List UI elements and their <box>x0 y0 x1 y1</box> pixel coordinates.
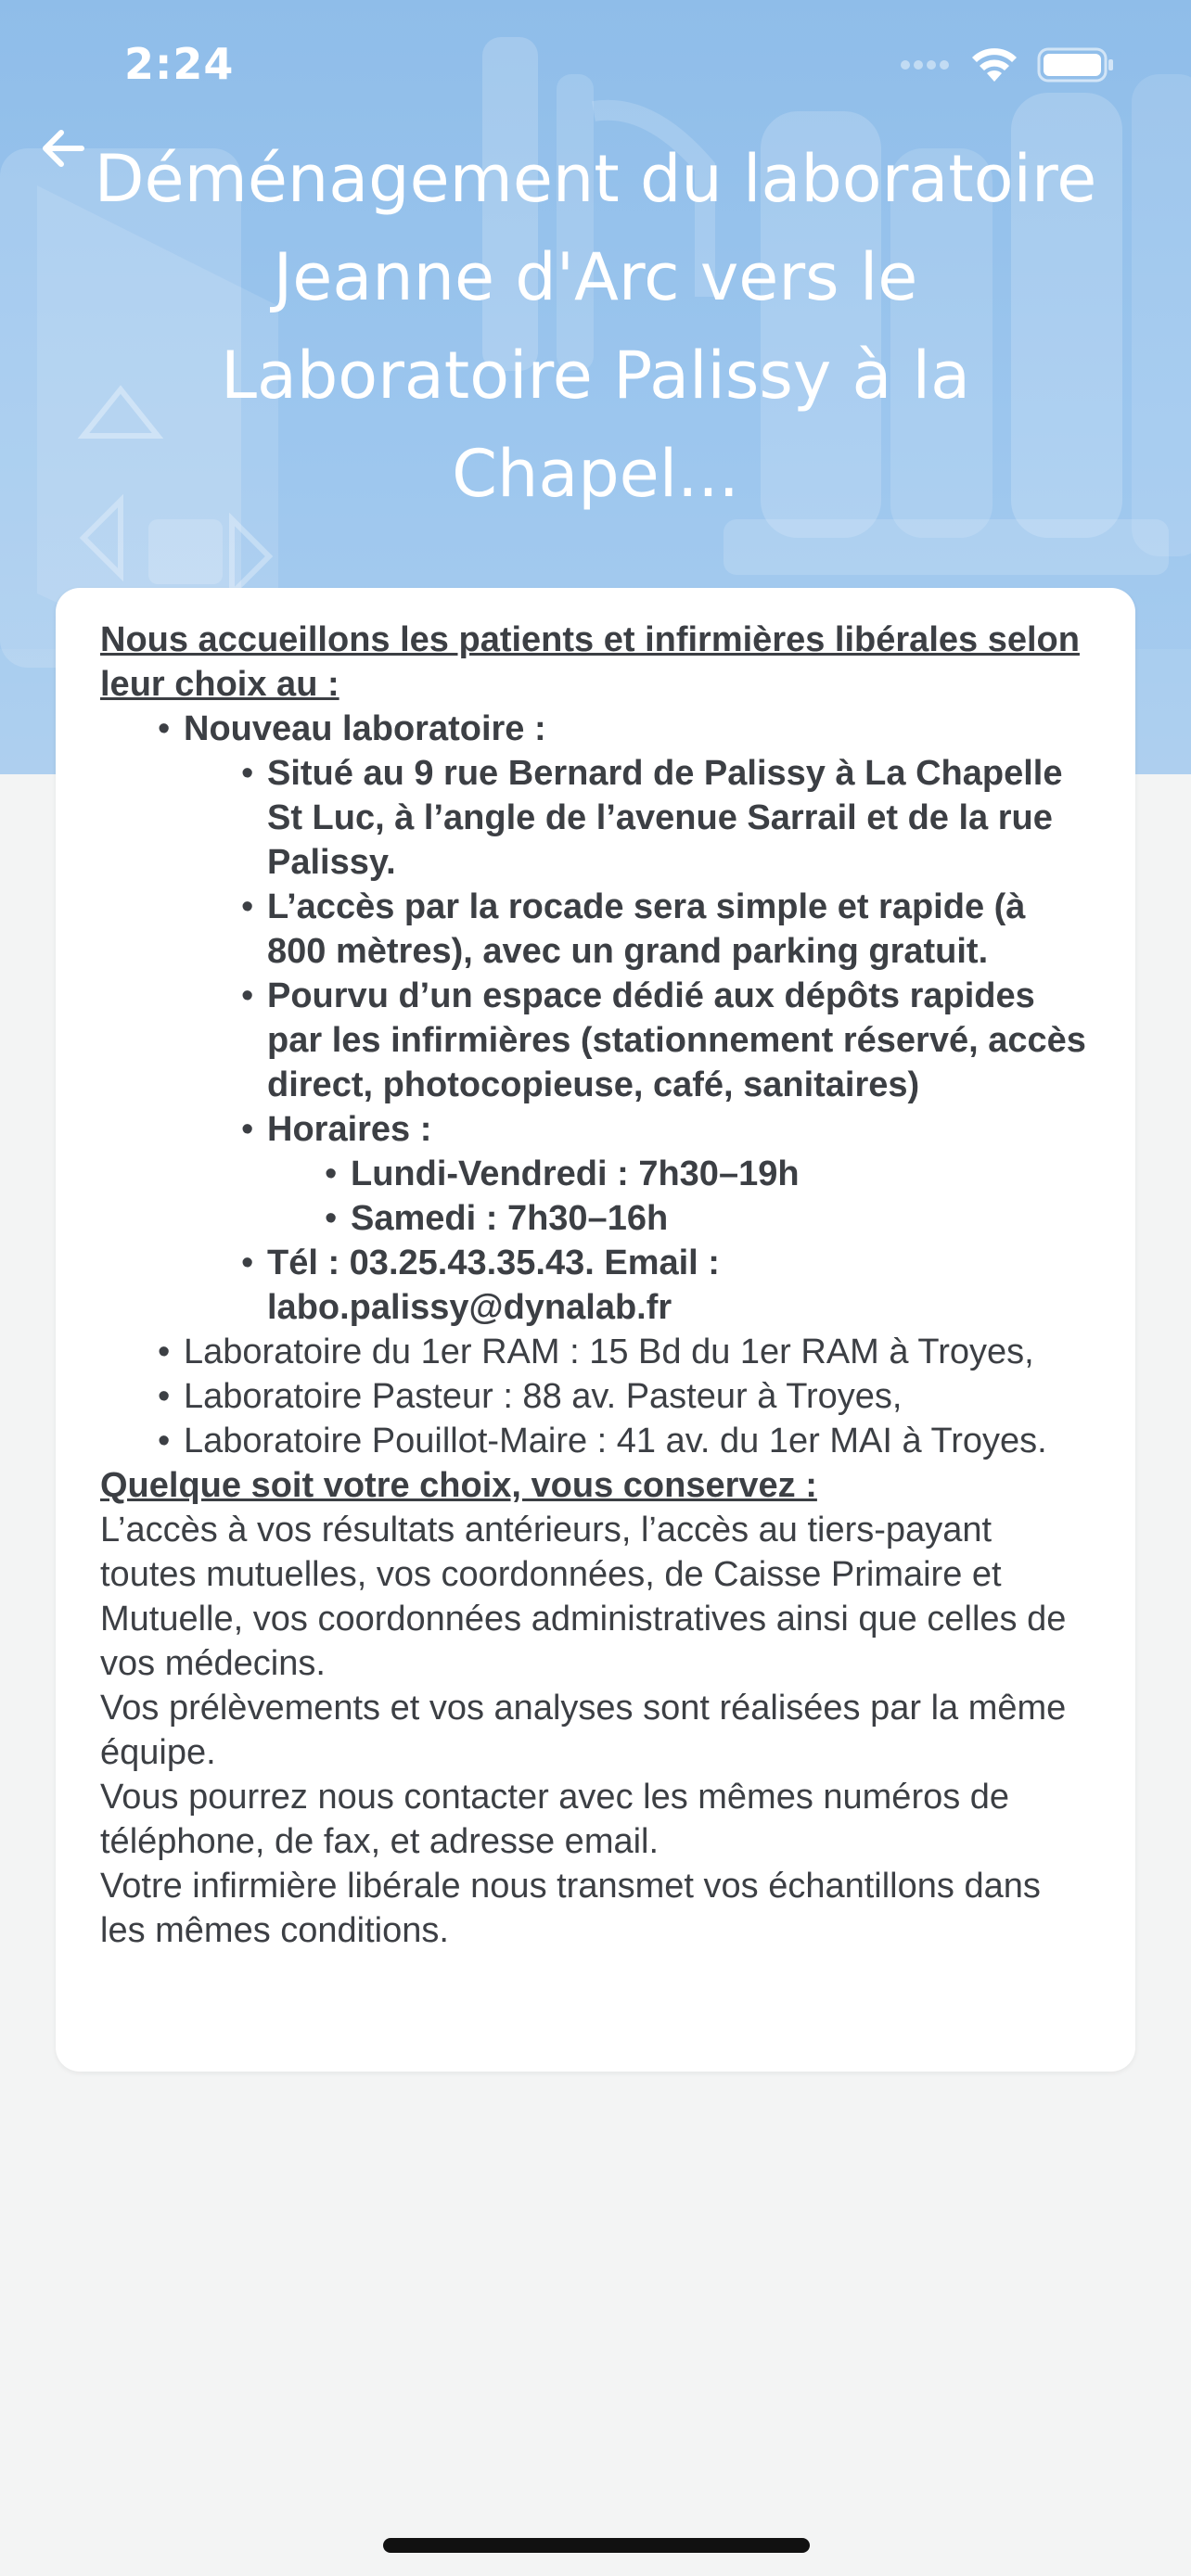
paragraph-results: L’accès à vos résultats antérieurs, l’accès au tiers-payant toutes mutuelles, vos coordonnées, de Caisse Primaire et Mutuelle, vos coordonnées administratives ainsi que celles de vos médecins. <box>100 1511 1067 1683</box>
hours-weekdays: • Lundi-Vendredi : 7h30–19h <box>351 1152 1091 1196</box>
hours-label: Horaires : <box>267 1110 432 1149</box>
new-lab-access: • L’accès par la rocade sera simple et rapide (à 800 mètres), avec un grand parking gratuit. <box>267 885 1091 974</box>
intro-heading: Nous accueillons les patients et infirmières libérales selon leur choix au : <box>100 620 1080 704</box>
list-item-lab-pouillot-maire: • Laboratoire Pouillot-Maire : 41 av. du 1er MAI à Troyes. <box>184 1419 1091 1463</box>
list-item-lab-pasteur: • Laboratoire Pasteur : 88 av. Pasteur à Troyes, <box>184 1374 1091 1419</box>
list-item-lab-1er-ram: • Laboratoire du 1er RAM : 15 Bd du 1er RAM à Troyes, <box>184 1330 1091 1374</box>
status-bar-icons <box>900 46 1115 83</box>
page-title: Déménagement du laboratoire Jeanne d'Arc vers le Laboratoire Palissy à la Chapel... <box>94 141 1097 512</box>
hours-list <box>267 1152 1091 1241</box>
new-lab-contact: • Tél : 03.25.43.35.43. Email : labo.palissy@dynalab.fr <box>267 1241 1091 1330</box>
back-arrow-icon[interactable] <box>35 121 91 176</box>
new-lab-address: • Situé au 9 rue Bernard de Palissy à La Chapelle St Luc, à l’angle de l’avenue Sarrail et de la rue Palissy. <box>267 751 1091 885</box>
home-indicator[interactable] <box>383 2538 810 2553</box>
battery-icon <box>1037 47 1115 83</box>
new-lab-label: Nouveau laboratoire : <box>184 709 546 748</box>
paragraph-nurse: Votre infirmière libérale nous transmet vos échantillons dans les mêmes conditions. <box>100 1867 1041 1950</box>
status-bar-time: 2:24 <box>124 39 235 89</box>
hours-saturday: • Samedi : 7h30–16h <box>351 1196 1091 1241</box>
paragraph-team: Vos prélèvements et vos analyses sont réalisées par la même équipe. <box>100 1689 1067 1772</box>
lab-options-list <box>100 707 1091 1463</box>
new-lab-hours <box>267 1107 1091 1241</box>
cellular-signal-icon <box>900 58 952 71</box>
new-lab-nurses-space: • Pourvu d’un espace dédié aux dépôts rapides par les infirmières (stationnement réservé, accès direct, photocopieuse, café, sanitaires) <box>267 974 1091 1107</box>
list-item-new-lab <box>184 707 1091 1330</box>
second-heading: Quelque soit votre choix, vous conservez : <box>100 1466 817 1505</box>
paragraph-contact: Vous pourrez nous contacter avec les mêmes numéros de téléphone, de fax, et adresse email. <box>100 1778 1010 1861</box>
wifi-icon <box>970 46 1018 83</box>
new-lab-details-list <box>184 751 1091 1330</box>
article-card <box>56 588 1135 2072</box>
